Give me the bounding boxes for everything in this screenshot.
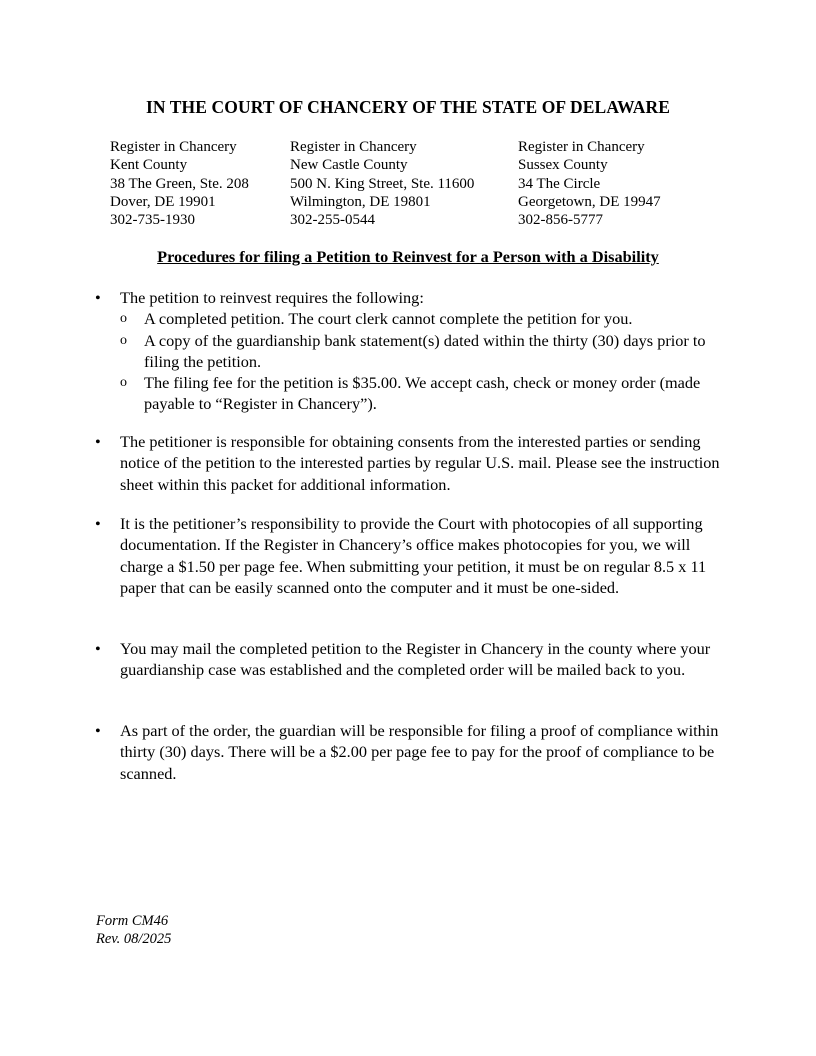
office-county: New Castle County — [290, 157, 408, 174]
form-revision: Rev. 08/2025 — [96, 931, 172, 947]
procedures-heading: Procedures for filing a Petition to Reinvest for a Person with a Disability — [157, 247, 659, 266]
court-title: IN THE COURT OF CHANCERY OF THE STATE OF DELAWARE — [145, 97, 671, 117]
procedure-text: As part of the order, the guardian will be responsible for filing a proof of compliance within thirty (30) days. There will be a $2.00 per page fee to pay for the proof of compliance to be scanned. — [120, 721, 719, 783]
office-street: 34 The Circle — [518, 175, 601, 192]
form-number: Form CM46 — [96, 913, 169, 929]
sub-item — [120, 330, 735, 373]
procedure-item-consents — [95, 431, 735, 495]
circle-bullet-icon: o — [120, 375, 127, 391]
office-county: Sussex County — [518, 157, 608, 174]
procedure-item-requirements — [95, 287, 735, 415]
bullet-icon: • — [95, 514, 101, 533]
circle-bullet-icon: o — [120, 332, 127, 348]
bullet-icon: • — [95, 639, 101, 658]
office-street: 500 N. King Street, Ste. 11600 — [290, 175, 475, 192]
office-sussex-county — [518, 138, 661, 229]
office-city: Georgetown, DE 19947 — [518, 193, 661, 210]
office-title: Register in Chancery — [518, 139, 645, 155]
sub-item — [120, 308, 735, 329]
office-phone: 302-255-0544 — [290, 212, 375, 229]
office-phone: 302-735-1930 — [110, 212, 195, 229]
form-footer — [96, 912, 171, 948]
procedure-text: The petition to reinvest requires the following: — [120, 288, 424, 307]
office-phone: 302-856-5777 — [518, 212, 603, 229]
procedure-item-compliance — [95, 720, 735, 784]
office-city: Wilmington, DE 19801 — [290, 193, 431, 210]
sub-item — [120, 372, 735, 415]
procedure-text: It is the petitioner’s responsibility to provide the Court with photocopies of all supporting documentation. If the Register in Chancery’s office makes photocopies for you, we will charge a $1.50 per page fee. When submitting your petition, it must be on regular 8.5 x 11 paper that can be easily scanned onto the computer and it must be one-sided. — [120, 514, 707, 597]
procedure-item-mailing — [95, 638, 735, 681]
bullet-icon: • — [95, 432, 101, 451]
office-title: Register in Chancery — [290, 139, 417, 155]
office-title: Register in Chancery — [110, 139, 237, 155]
office-city: Dover, DE 19901 — [110, 193, 216, 210]
procedure-item-photocopies — [95, 513, 735, 598]
sub-item-text: The filing fee for the petition is $35.00. We accept cash, check or money order (made payable to “Register in Chancery”). — [144, 373, 701, 414]
procedure-text: The petitioner is responsible for obtaining consents from the interested parties or sending notice of the petition to the interested parties by regular U.S. mail. Please see the instruction sheet within this packet for additional information. — [120, 432, 720, 494]
bullet-icon: • — [95, 721, 101, 740]
office-new-castle-county — [290, 138, 474, 229]
office-county: Kent County — [110, 157, 188, 174]
office-street: 38 The Green, Ste. 208 — [110, 175, 249, 192]
bullet-icon: • — [95, 288, 101, 307]
sub-item-text: A copy of the guardianship bank statement(s) dated within the thirty (30) days prior to filing the petition. — [144, 330, 706, 371]
sub-item-text: A completed petition. The court clerk cannot complete the petition for you. — [144, 309, 633, 329]
procedure-text: You may mail the completed petition to the Register in Chancery in the county where your guardianship case was established and the completed order will be mailed back to you. — [120, 639, 711, 680]
circle-bullet-icon: o — [120, 311, 127, 327]
office-kent-county — [110, 138, 249, 229]
